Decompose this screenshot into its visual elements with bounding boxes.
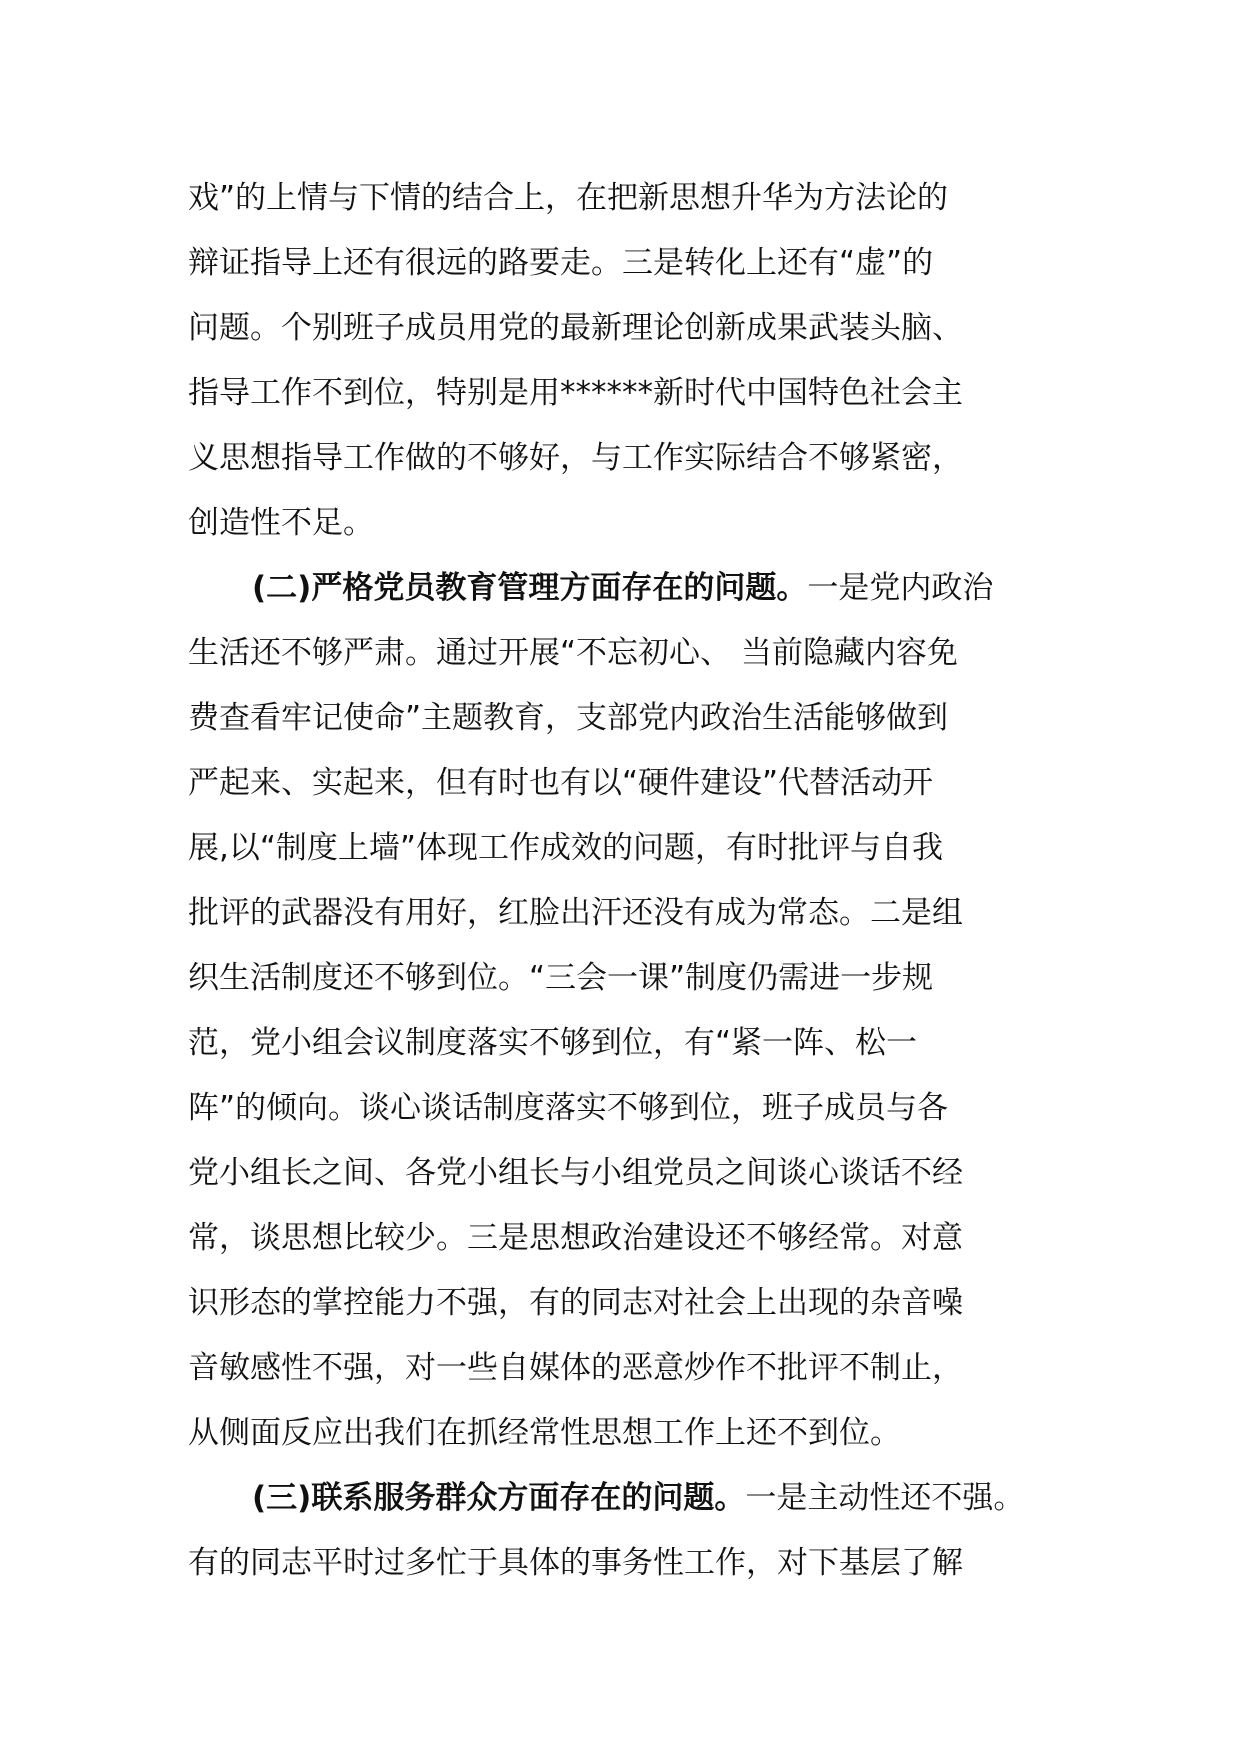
text-run: 常，谈思想比较少。三是思想政治建设还不够经常。对意 [188, 1220, 963, 1256]
text-run: 织生活制度还不够到位。“三会一课”制度仍需进一步规 [188, 960, 934, 996]
paragraph-heading-line [188, 556, 1058, 621]
text-run: 戏”的上情与下情的结合上，在把新思想升华为方法论的 [188, 180, 949, 216]
text-run: 辩证指导上还有很远的路要走。三是转化上还有“虚”的 [188, 245, 934, 281]
text-run: 阵”的倾向。谈心谈话制度落实不够到位，班子成员与各 [188, 1090, 949, 1126]
text-line [188, 816, 1058, 881]
text-line [188, 1271, 1058, 1336]
text-run: 指导工作不到位，特别是用******新时代中国特色社会主 [188, 375, 963, 411]
text-line [188, 1076, 1058, 1141]
text-run: 严起来、实起来，但有时也有以“硬件建设”代替活动开 [188, 765, 934, 801]
text-line [188, 621, 1058, 686]
text-run: 创造性不足。 [188, 505, 374, 541]
text-run: 批评的武器没有用好，红脸出汗还没有成为常态。二是组 [188, 895, 963, 931]
text-run: 一是党内政治 [807, 570, 994, 606]
text-line [188, 881, 1058, 946]
text-line [188, 166, 1058, 231]
text-run: 问题。个别班子成员用党的最新理论创新成果武装头脑、 [188, 310, 963, 346]
section-heading: (二)严格党员教育管理方面存在的问题。 [252, 570, 808, 606]
text-line [188, 1336, 1058, 1401]
text-line [188, 361, 1058, 426]
text-run: 义思想指导工作做的不够好，与工作实际结合不够紧密， [188, 440, 963, 476]
text-line [188, 1206, 1058, 1271]
text-line [188, 231, 1058, 296]
text-run: 识形态的掌控能力不强，有的同志对社会上出现的杂音噪 [188, 1285, 963, 1321]
text-run: 范，党小组会议制度落实不够到位，有“紧一阵、松一 [188, 1025, 918, 1061]
text-run: 生活还不够严肃。通过开展“不忘初心、 当前隐藏内容免 [188, 635, 958, 671]
text-run: 一是主动性还不强。 [745, 1480, 1025, 1516]
text-line [188, 686, 1058, 751]
paragraph-heading-line [188, 1466, 1058, 1531]
text-line [188, 1531, 1058, 1596]
document-body [188, 166, 1058, 1596]
text-run: 展,以“制度上墙”体现工作成效的问题，有时批评与自我 [188, 830, 943, 866]
text-run: 音敏感性不强，对一些自媒体的恶意炒作不批评不制止， [188, 1350, 963, 1386]
text-line [188, 296, 1058, 361]
text-line [188, 491, 1058, 556]
text-run: 费查看牢记使命”主题教育，支部党内政治生活能够做到 [188, 700, 949, 736]
text-line [188, 751, 1058, 816]
text-run: 从侧面反应出我们在抓经常性思想工作上还不到位。 [188, 1415, 901, 1451]
text-line [188, 426, 1058, 491]
text-run: 党小组长之间、各党小组长与小组党员之间谈心谈话不经 [188, 1155, 963, 1191]
text-line [188, 1401, 1058, 1466]
section-heading: (三)联系服务群众方面存在的问题。 [252, 1480, 746, 1516]
text-line [188, 1141, 1058, 1206]
text-line [188, 946, 1058, 1011]
text-run: 有的同志平时过多忙于具体的事务性工作，对下基层了解 [188, 1545, 963, 1581]
text-line [188, 1011, 1058, 1076]
